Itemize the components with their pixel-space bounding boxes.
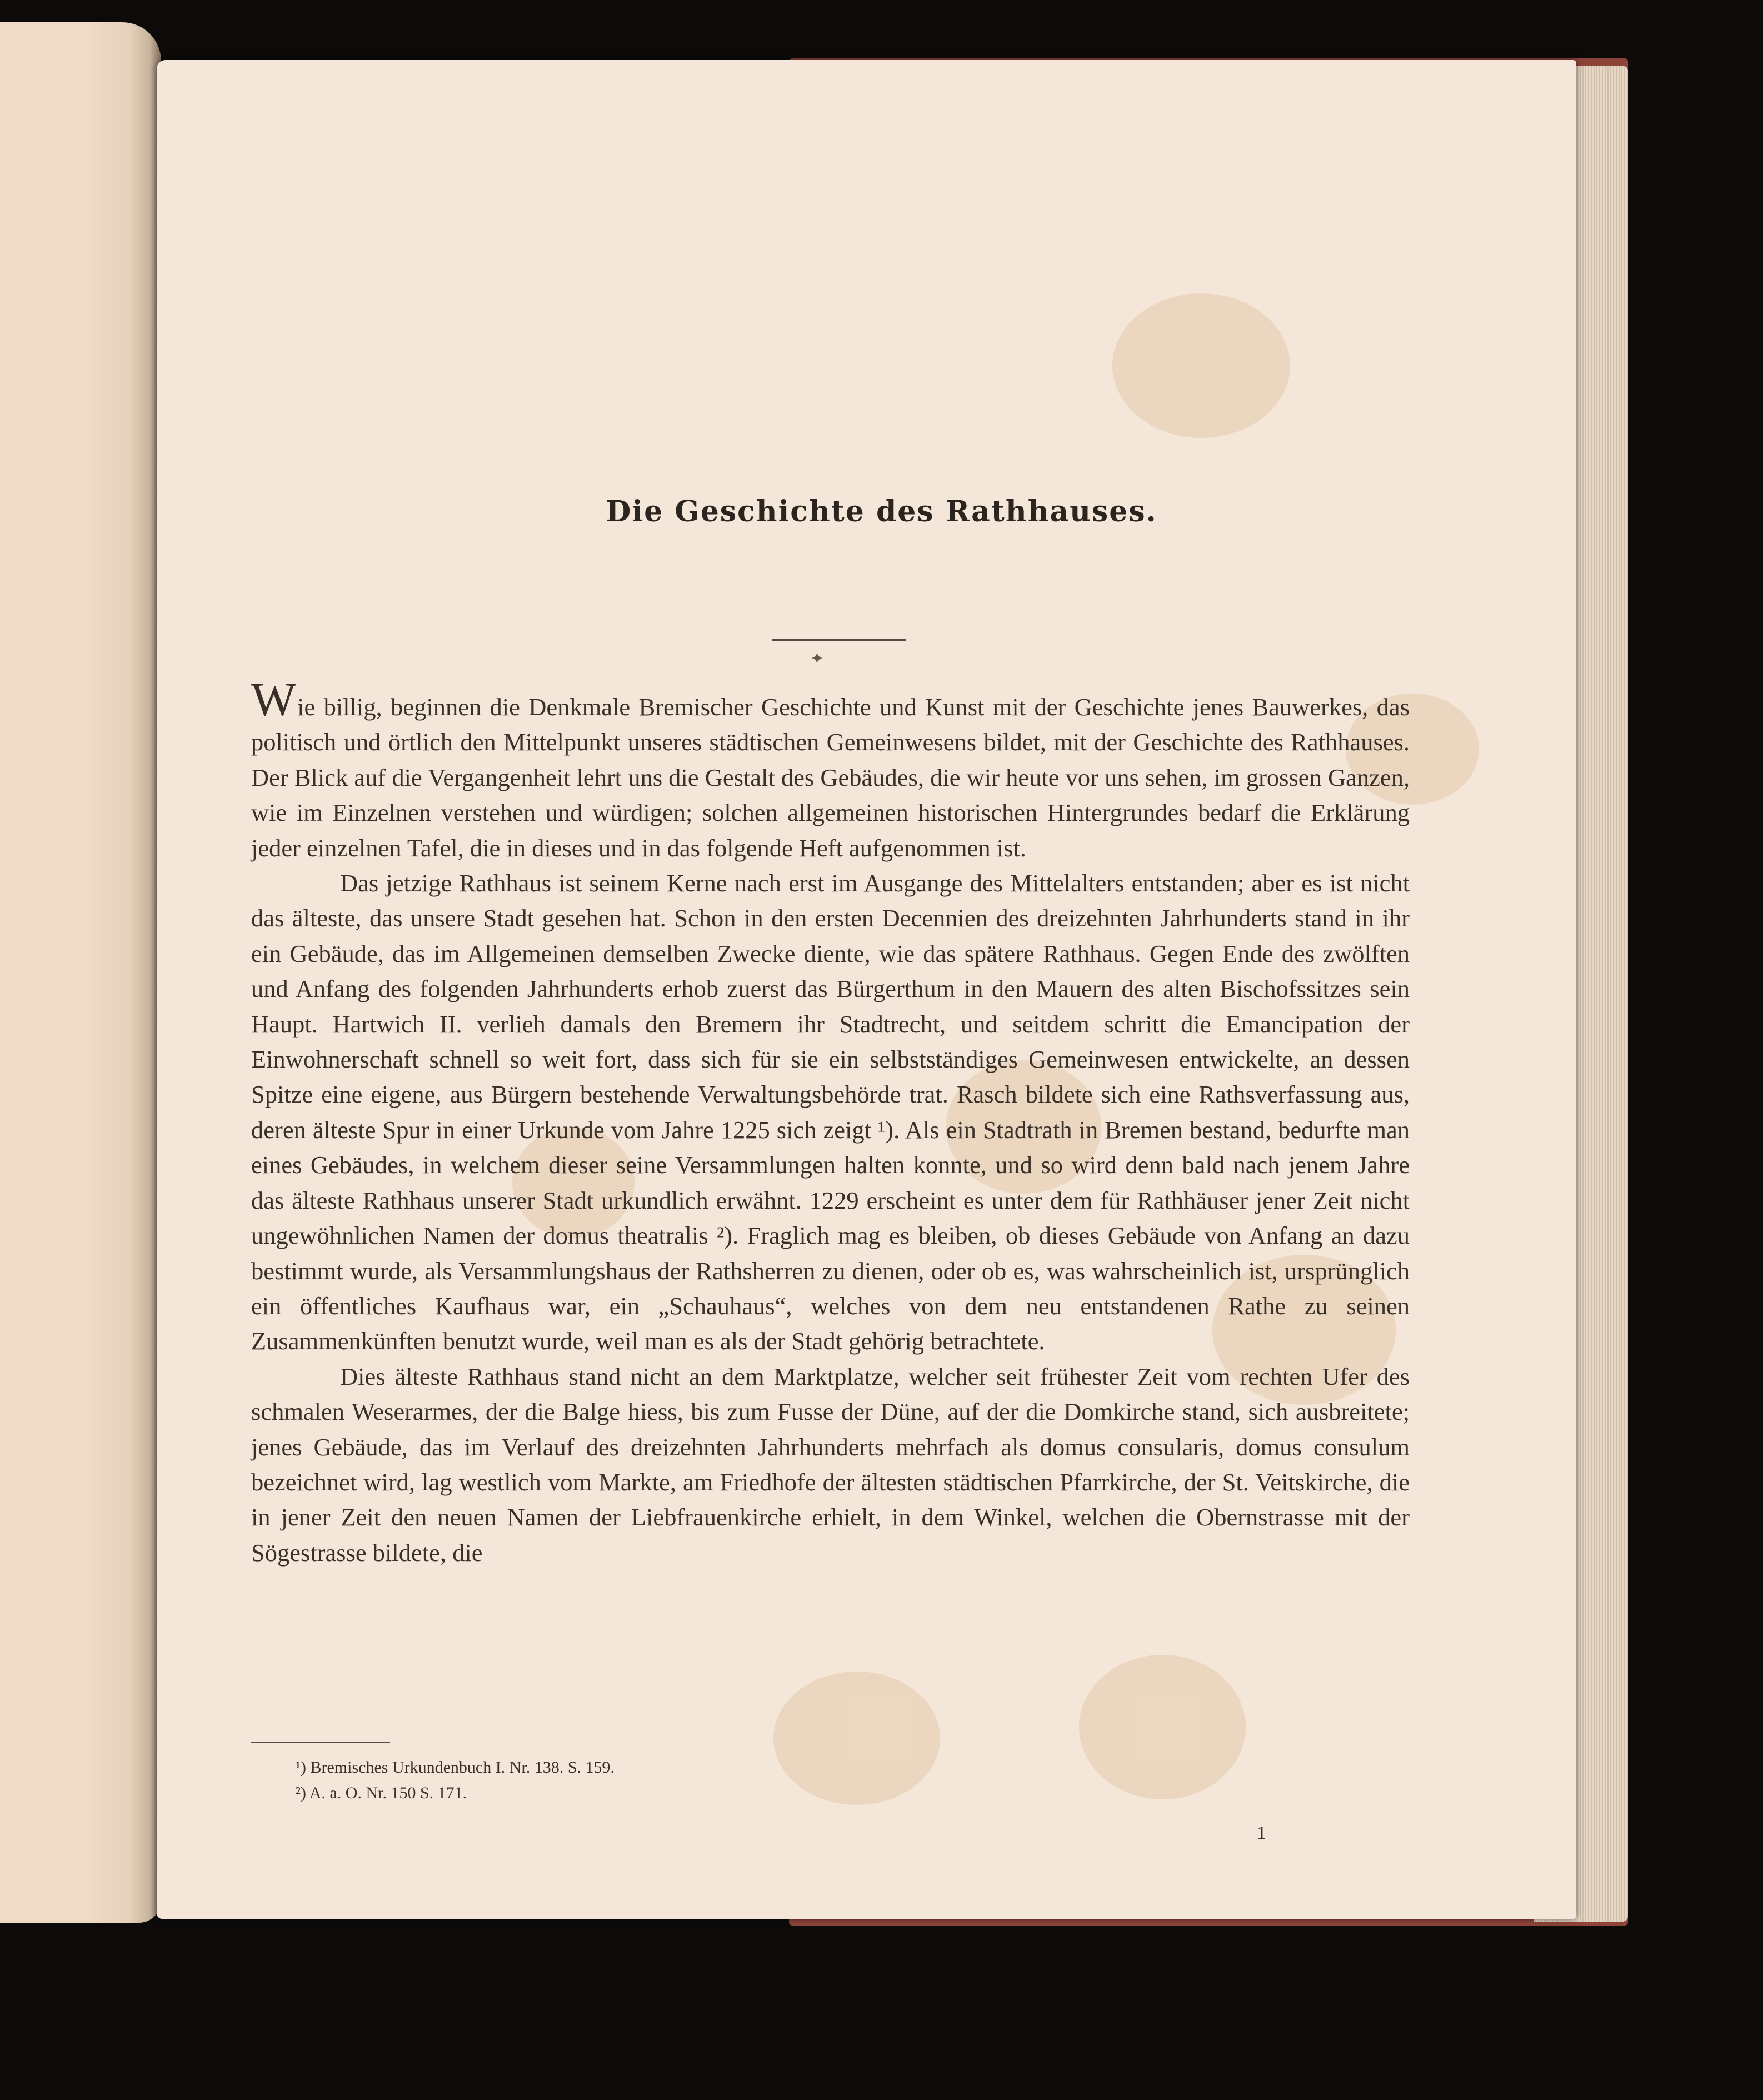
- drop-cap: W: [251, 672, 297, 726]
- page-number: 1: [1257, 1823, 1266, 1843]
- paragraph: Das jetzige Rathhaus ist seinem Kerne nach erst im Ausgange des Mittelalters entstanden; aber es ist nicht das älteste, das unsere Stadt gesehen hat. Schon in den ersten Decennien des dreizehnten Jahrhunderts stand in ihr ein Gebäude, das im Allgemeinen demselben Zwecke diente, wie das spätere Rathhaus. Gegen Ende des zwölften und Anfang des folgenden Jahrhunderts erhob zuerst das Bürgerthum in den Mauern des alten Bischofssitzes sein Haupt. Hartwich II. verlieh damals den Bremern ihr Stadtrecht, und seitdem schritt die Emancipation der Einwohnerschaft schnell so weit fort, dass sich für sie ein selbstständiges Gemeinwesen entwickelte, an dessen Spitze eine eigene, aus Bürgern bestehende Verwaltungsbehörde trat. Rasch bildete sich eine Rathsverfassung aus, deren älteste Spur in einer Urkunde vom Jahre 1225 sich zeigt ¹). Als ein Stadtrath in Bremen bestand, bedurfte man eines Gebäudes, in welchem dieser seine Versammlungen halten konnte, und so wird denn bald nach jenem Jahre das älteste Rathhaus unserer Stadt urkundlich erwähnt. 1229 erscheint es unter dem für Rathhäuser jener Zeit nicht ungewöhnlichen Namen der domus theatralis ²). Fraglich mag es bleiben, ob dieses Gebäude von Anfang an dazu bestimmt wurde, als Versammlungshaus der Rathsherren zu dienen, oder ob es, was wahrscheinlich ist, ursprünglich ein öffentliches Kaufhaus war, ein „Schauhaus“, welches von dem neu entstandenen Rathe zu seinen Zusammenkünften benutzt wurde, weil man es als der Stadt gehörig betrachtete.: [251, 869, 1410, 1355]
- foxing-spot: [1112, 293, 1290, 438]
- page-title: Die Geschichte des Rathhauses.: [606, 495, 1157, 528]
- footnote: ¹) Bremisches Urkundenbuch I. Nr. 138. S. 159.: [296, 1758, 615, 1777]
- title-rule: [772, 639, 906, 641]
- paragraph: Dies älteste Rathhaus stand nicht an dem Marktplatze, welcher seit frühester Zeit vom rechten Ufer des schmalen Weserarmes, der die Balge hiess, bis zum Fusse der Düne, auf der die Domkirche stand, sich ausbreitete; jenes Gebäude, das im Verlauf des dreizehnten Jahrhunderts mehrfach als domus consularis, domus consulum bezeichnet wird, lag westlich vom Markte, am Friedhofe der ältesten städtischen Pfarrkirche, der St. Veitskirche, die in jener Zeit den neuen Namen der Liebfrauenkirche erhielt, in dem Winkel, welchen die Obernstrasse mit der Sögestrasse bildete, die: [251, 1362, 1410, 1567]
- footnotes: [296, 1755, 1185, 1806]
- footnote: ²) A. a. O. Nr. 150 S. 171.: [296, 1784, 467, 1802]
- left-page: [0, 22, 161, 1923]
- body-text: [251, 672, 1410, 1570]
- paragraph: Wie billig, beginnen die Denkmale Bremischer Geschichte und Kunst mit der Geschichte jenes Bauwerkes, das politisch und örtlich den Mittelpunkt unseres städtischen Gemeinwesens bildet, mit der Geschichte des Rathhauses. Der Blick auf die Vergangenheit lehrt uns die Gestalt des Gebäudes, die wir heute vor uns sehen, im grossen Ganzen, wie im Einzelnen verstehen und würdigen; solchen allgemeinen historischen Hintergrundes bedarf die Erklärung jeder einzelnen Tafel, die in dieses und in das folgende Heft aufgenommen ist.: [251, 672, 1410, 862]
- ornament-icon: ✦: [810, 649, 825, 669]
- footnote-rule: [251, 1742, 390, 1743]
